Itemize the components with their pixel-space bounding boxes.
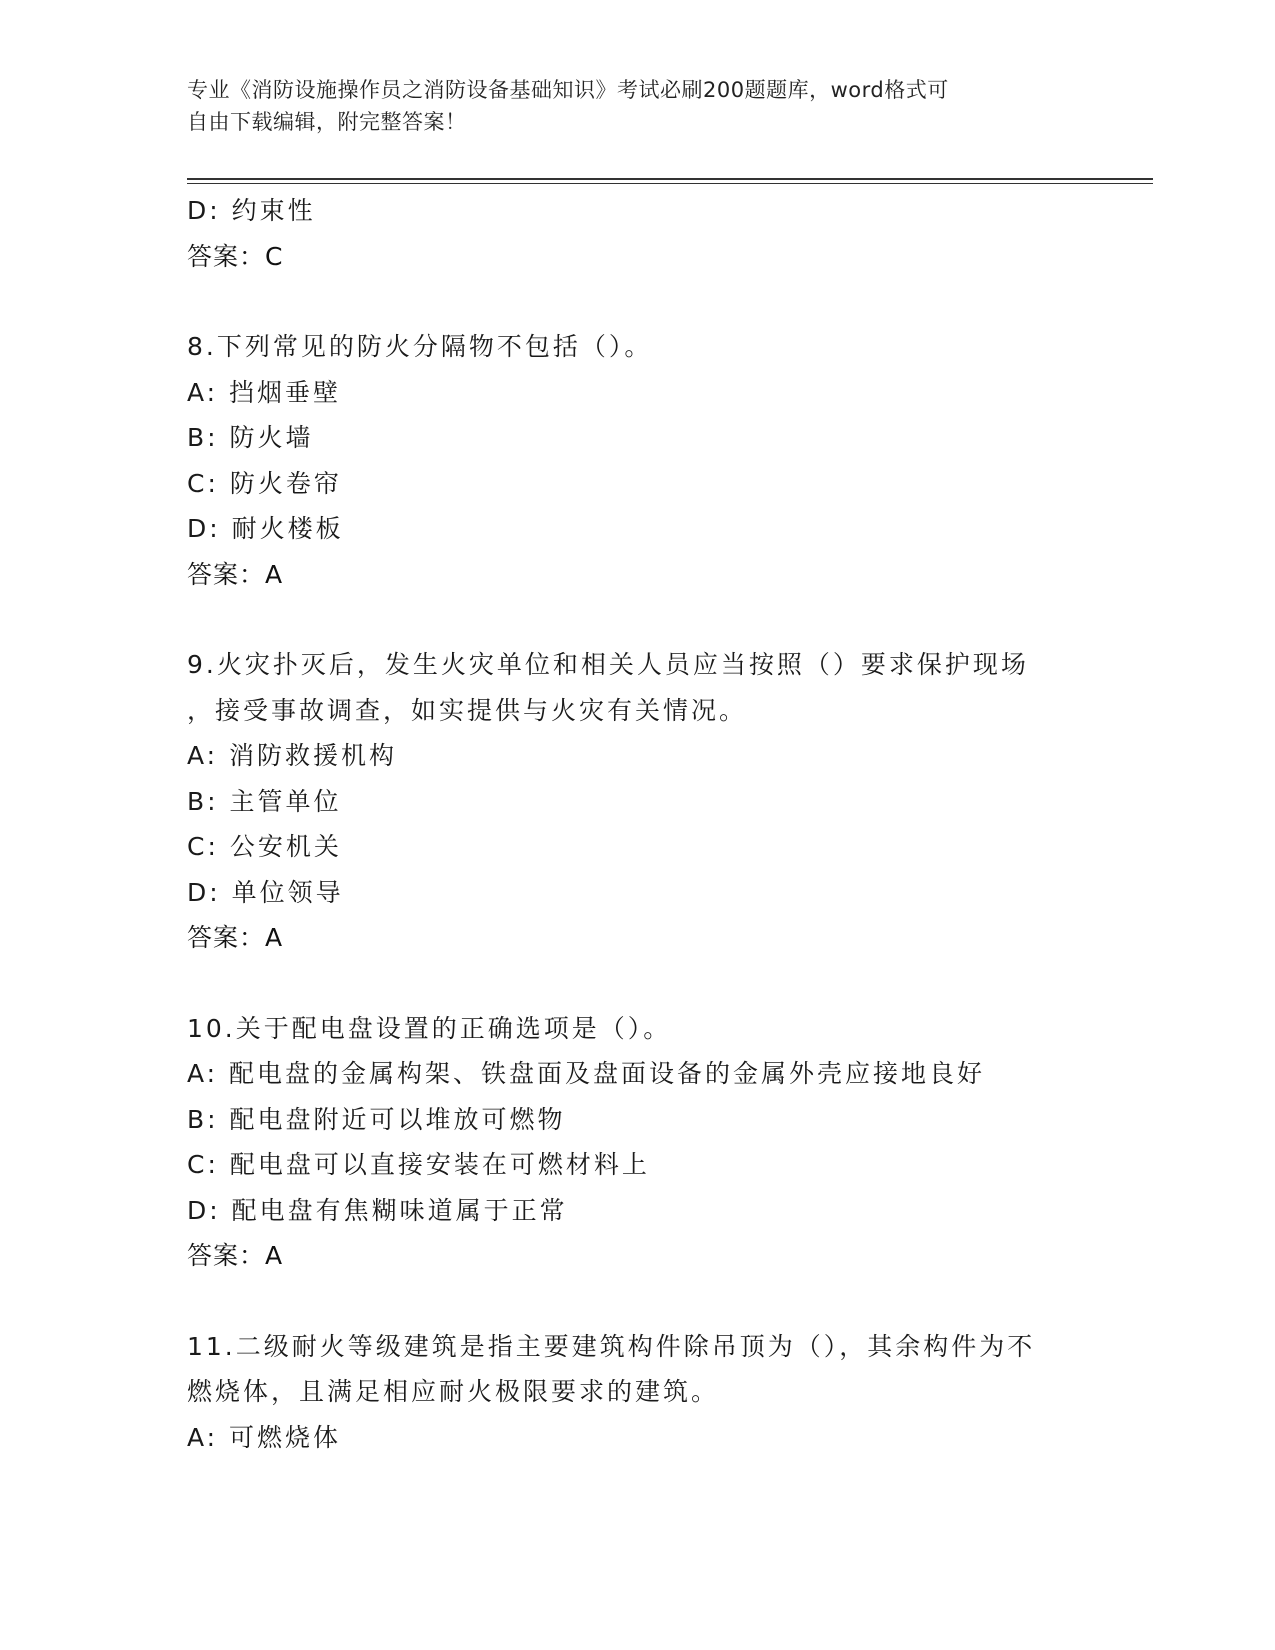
spacer bbox=[187, 961, 1087, 1006]
answer: 答案：A bbox=[187, 923, 284, 952]
question-8 bbox=[187, 324, 1087, 597]
option-d: D: 约束性 bbox=[187, 196, 316, 225]
header-rule-thick bbox=[187, 178, 1153, 180]
spacer bbox=[187, 597, 1087, 642]
option-c: C: 配电盘可以直接安装在可燃材料上 bbox=[187, 1150, 650, 1179]
option-c: C: 防火卷帘 bbox=[187, 468, 342, 498]
question-10 bbox=[187, 1006, 1087, 1279]
option-d: D: 单位领导 bbox=[187, 877, 344, 907]
header-line-1: 专业《消防设施操作员之消防设备基础知识》考试必刷200题题库，word格式可 bbox=[187, 78, 949, 102]
question-9 bbox=[187, 642, 1087, 961]
option-d: D: 配电盘有焦糊味道属于正常 bbox=[187, 1195, 568, 1225]
answer: 答案：C bbox=[187, 241, 284, 271]
option-a: A: 挡烟垂壁 bbox=[187, 377, 342, 407]
option-d: D: 耐火楼板 bbox=[187, 514, 344, 543]
header-rule-thin bbox=[187, 183, 1153, 184]
question-list bbox=[187, 188, 1087, 1460]
option-b: B: 配电盘附近可以堆放可燃物 bbox=[187, 1104, 566, 1134]
option-a: A: 配电盘的金属构架、铁盘面及盘面设备的金属外壳应接地良好 bbox=[187, 1059, 986, 1088]
question-stem-line-1: 11.二级耐火等级建筑是指主要建筑构件除吊顶为（），其余构件为不 bbox=[187, 1331, 1036, 1361]
option-b: B: 主管单位 bbox=[187, 786, 342, 816]
question-stem: 10.关于配电盘设置的正确选项是（）。 bbox=[187, 1013, 672, 1043]
question-stem-line-2: 燃烧体，且满足相应耐火极限要求的建筑。 bbox=[187, 1377, 720, 1406]
question-stem-line-2: ，接受事故调查，如实提供与火灾有关情况。 bbox=[187, 695, 748, 725]
question-7-tail bbox=[187, 188, 1087, 279]
option-a: A: 可燃烧体 bbox=[187, 1422, 342, 1452]
question-11 bbox=[187, 1324, 1087, 1461]
document-header bbox=[187, 74, 1067, 138]
answer: 答案：A bbox=[187, 559, 284, 589]
question-stem: 8.下列常见的防火分隔物不包括（）。 bbox=[187, 332, 653, 361]
spacer bbox=[187, 1279, 1087, 1324]
header-line-2: 自由下载编辑，附完整答案！ bbox=[187, 110, 467, 134]
question-stem-line-1: 9.火灾扑灭后，发生火灾单位和相关人员应当按照（）要求保护现场 bbox=[187, 650, 1029, 679]
spacer bbox=[187, 279, 1087, 324]
answer: 答案：A bbox=[187, 1241, 284, 1270]
option-a: A: 消防救援机构 bbox=[187, 741, 398, 770]
option-b: B: 防火墙 bbox=[187, 423, 314, 452]
option-c: C: 公安机关 bbox=[187, 832, 342, 861]
